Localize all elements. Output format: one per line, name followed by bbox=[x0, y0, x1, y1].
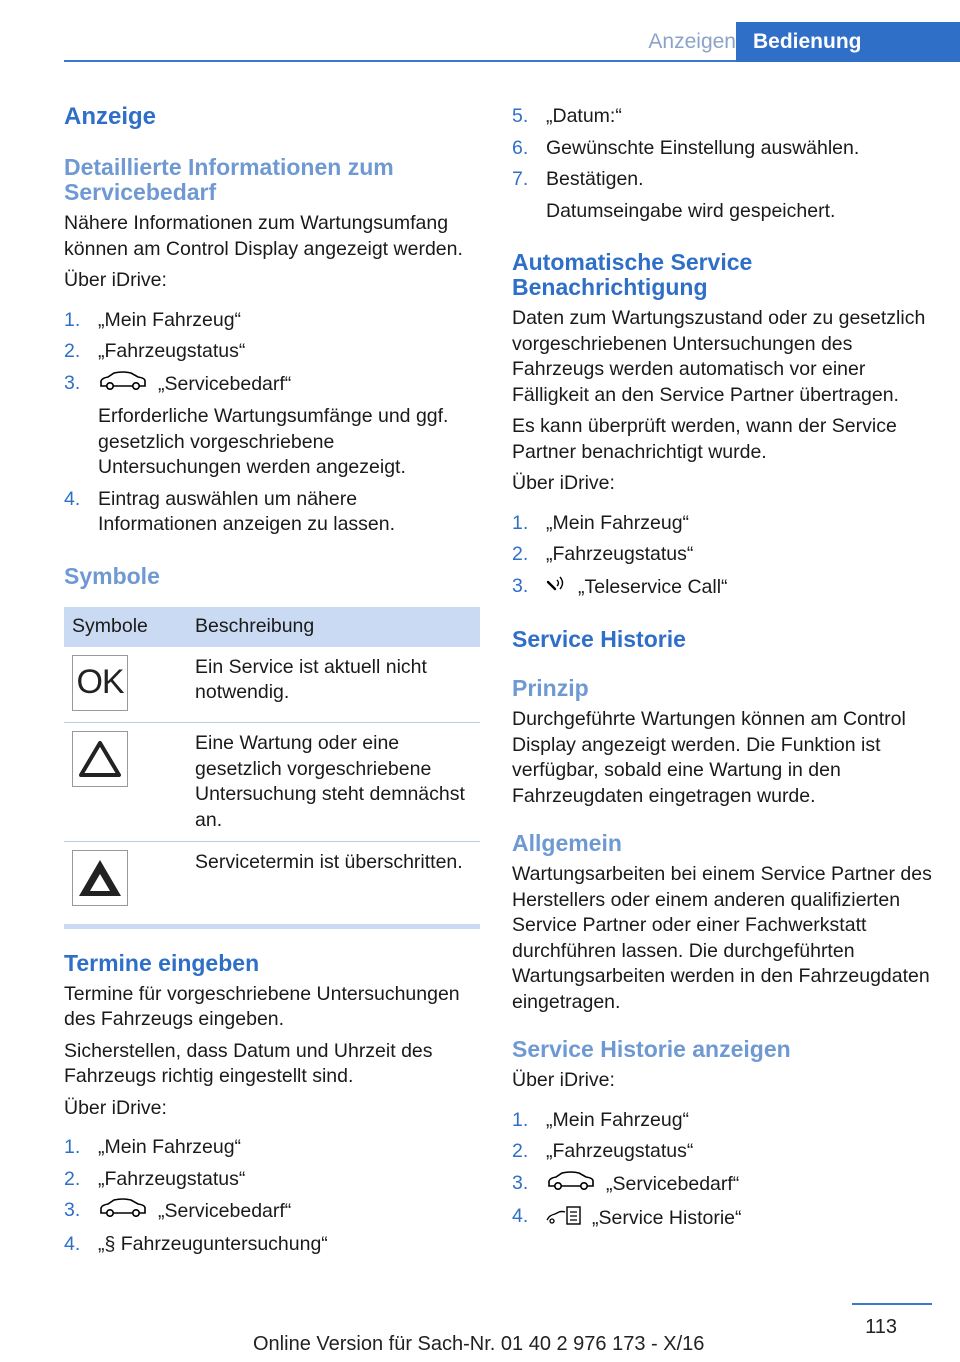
list-item: 3. „Teleservice Call“ bbox=[512, 574, 932, 602]
auto-heading: Automatische Service Benachrichtigung bbox=[512, 249, 753, 300]
service-history-icon bbox=[546, 1204, 582, 1234]
list-item: 2. „Fahrzeugstatus“ bbox=[512, 1140, 694, 1162]
table-header-row bbox=[64, 607, 480, 647]
page-header bbox=[64, 22, 960, 62]
auto-text-1: Daten zum Wartungszustand oder zu gesetzlich vorgeschriebenen Untersuchungen des Fahrzeugs werden automatisch vor einer Fälligkeit an den Service Partner übertragen. bbox=[512, 307, 926, 406]
list-item: 6. Gewünschte Einstellung auswählen. bbox=[512, 136, 860, 159]
column-header-symbole: Symbole bbox=[64, 607, 187, 647]
idrive-label: Über iDrive: bbox=[512, 472, 615, 494]
list-item: 1. „Mein Fahrzeug“ bbox=[64, 308, 242, 331]
car-icon bbox=[98, 371, 148, 399]
servicebedarf-steps bbox=[64, 308, 480, 538]
list-item: 2. „Fahrzeugstatus“ bbox=[64, 1167, 246, 1190]
list-item: 7. Bestätigen. Datumseingabe wird gespeichert. bbox=[512, 168, 836, 222]
list-item: 1. „Mein Fahrzeug“ bbox=[512, 511, 690, 534]
list-item: 5. „Datum:“ bbox=[512, 105, 622, 127]
list-item: 3. „Servicebedarf“ bbox=[64, 1198, 480, 1226]
list-item: 1. „Mein Fahrzeug“ bbox=[64, 1136, 242, 1158]
table-cell: Ein Service ist aktuell nicht notwendig. bbox=[187, 647, 480, 723]
subtitle-servicebedarf: Detaillierte Informationen zum Servicebedarf bbox=[64, 154, 394, 205]
list-item: 2. „Fahrzeugstatus“ bbox=[64, 340, 246, 362]
termine-steps-continued bbox=[512, 104, 932, 224]
right-column bbox=[512, 100, 932, 1234]
allgemein-text: Wartungsarbeiten bei einem Service Partner des Herstellers oder einem anderen qualifizierten Service Partner oder einer Fachwerkstatt durchführen lassen. Die durchgeführten Wartungsarbeiten werden in den Fahrzeugdaten eingetragen. bbox=[512, 863, 932, 1013]
table-bottom-bar bbox=[64, 924, 480, 929]
header-tab-bedienung[interactable]: Bedienung bbox=[736, 22, 960, 62]
footer-divider bbox=[852, 1303, 932, 1305]
table-row bbox=[64, 842, 480, 918]
left-column bbox=[64, 100, 480, 1257]
online-version-text: Online Version für Sach-Nr. 01 40 2 976 173 - X/16 bbox=[253, 1333, 705, 1355]
termine-heading: Termine eingeben bbox=[64, 949, 260, 976]
list-item: 3. „Servicebedarf“ Erforderliche Wartungsumfänge und ggf. gesetzlich vorgeschriebene Untersuchungen werden angezeigt. bbox=[64, 371, 449, 478]
idrive-label: Über iDrive: bbox=[512, 1069, 615, 1091]
table-cell: Eine Wartung oder eine gesetzlich vorgeschriebene Untersuchung steht demnächst an. bbox=[187, 723, 480, 842]
list-item: 2. „Fahrzeugstatus“ bbox=[512, 543, 694, 565]
section-title-anzeige: Anzeige bbox=[64, 103, 157, 130]
list-item: 3. „Servicebedarf“ bbox=[512, 1171, 932, 1199]
list-item: 4. Eintrag auswählen um nähere Informationen anzeigen zu lassen. bbox=[64, 487, 396, 535]
historie-steps bbox=[512, 1108, 932, 1234]
allgemein-heading: Allgemein bbox=[512, 830, 622, 856]
list-item: 1. „Mein Fahrzeug“ bbox=[512, 1108, 690, 1131]
ok-icon: OK bbox=[72, 655, 128, 711]
teleservice-icon bbox=[546, 574, 568, 602]
car-icon bbox=[98, 1198, 148, 1226]
table-row bbox=[64, 723, 480, 842]
historie-anzeigen-heading: Service Historie anzeigen bbox=[512, 1036, 791, 1062]
warning-triangle-outline-icon bbox=[72, 731, 128, 787]
column-header-beschreibung: Beschreibung bbox=[187, 607, 480, 647]
prinzip-text: Durchgeführte Wartungen können am Control Display angezeigt werden. Die Funktion ist verfügbar, sobald eine Wartung in den Fahrzeugdaten eingetragen wurde. bbox=[512, 708, 906, 807]
list-item: 4. „§ Fahrzeuguntersuchung“ bbox=[64, 1232, 328, 1255]
auto-text-2: Es kann überprüft werden, wann der Service Partner benachrichtigt wurde. bbox=[512, 415, 897, 463]
header-tab-anzeigen[interactable]: Anzeigen bbox=[648, 30, 736, 53]
termine-steps bbox=[64, 1135, 480, 1257]
table-cell: Servicetermin ist überschritten. bbox=[195, 851, 463, 873]
prinzip-heading: Prinzip bbox=[512, 675, 589, 701]
car-icon bbox=[546, 1171, 596, 1199]
service-historie-heading: Service Historie bbox=[512, 626, 686, 652]
idrive-label: Über iDrive: bbox=[64, 1096, 167, 1119]
termine-text-1: Termine für vorgeschriebene Untersuchungen des Fahrzeugs eingeben. bbox=[64, 982, 460, 1030]
symbols-heading: Symbole bbox=[64, 562, 160, 589]
symbols-table bbox=[64, 607, 480, 918]
auto-steps bbox=[512, 511, 932, 602]
idrive-label: Über iDrive: bbox=[64, 269, 167, 291]
page-number: 113 bbox=[865, 1316, 897, 1338]
intro-text: Nähere Informationen zum Wartungsumfang können am Control Display angezeigt werden. bbox=[64, 212, 463, 260]
list-item: 4. „Service Historie“ bbox=[512, 1204, 932, 1234]
warning-triangle-filled-icon bbox=[72, 850, 128, 906]
termine-text-2: Sicherstellen, dass Datum und Uhrzeit des Fahrzeugs richtig eingestellt sind. bbox=[64, 1039, 433, 1087]
table-row bbox=[64, 647, 480, 723]
